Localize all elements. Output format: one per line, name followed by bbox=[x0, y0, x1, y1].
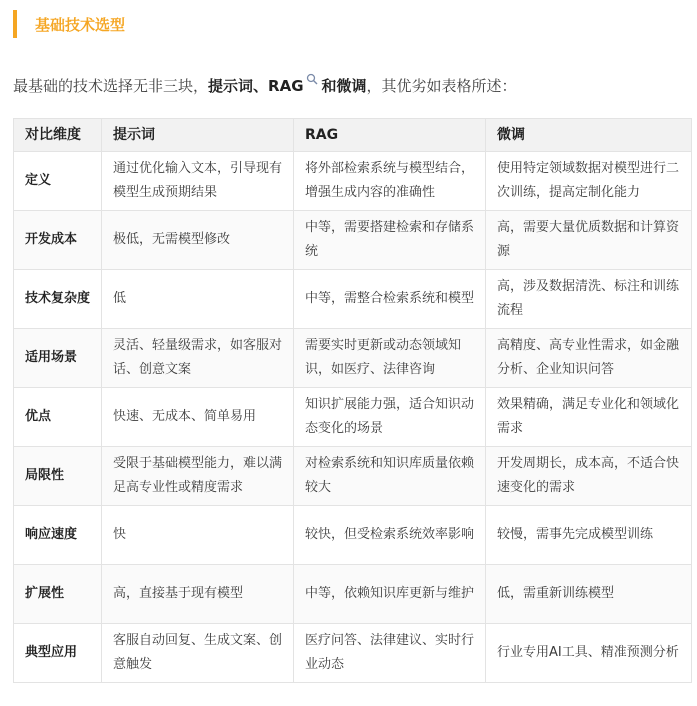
table-row bbox=[14, 447, 692, 506]
table-cell: 医疗问答、法律建议、实时行业动态 bbox=[294, 624, 486, 683]
search-icon[interactable] bbox=[306, 73, 318, 85]
table-cell: 客服自动回复、生成文案、创意触发 bbox=[102, 624, 294, 683]
intro-paragraph bbox=[13, 72, 693, 100]
header-row bbox=[14, 119, 692, 152]
table-cell: 高精度、高专业性需求，如金融分析、企业知识问答 bbox=[486, 329, 692, 388]
table-cell: 高，需要大量优质数据和计算资源 bbox=[486, 211, 692, 270]
intro-suffix: ，其优劣如表格所述： bbox=[366, 77, 517, 95]
table-row bbox=[14, 388, 692, 447]
intro-term-prompt: 提示词 bbox=[208, 77, 254, 95]
rag-link[interactable]: RAG bbox=[268, 77, 304, 95]
table-cell: 需要实时更新或动态领域知识，如医疗、法律咨询 bbox=[294, 329, 486, 388]
column-header: 对比维度 bbox=[14, 119, 102, 152]
table-row bbox=[14, 152, 692, 211]
table-cell: 高，直接基于现有模型 bbox=[102, 565, 294, 624]
row-dimension-cell: 技术复杂度 bbox=[14, 270, 102, 329]
table-header bbox=[14, 119, 692, 152]
row-dimension-cell: 局限性 bbox=[14, 447, 102, 506]
table-cell: 极低，无需模型修改 bbox=[102, 211, 294, 270]
row-dimension-cell: 响应速度 bbox=[14, 506, 102, 565]
table-row bbox=[14, 506, 692, 565]
table-row bbox=[14, 270, 692, 329]
table-cell: 灵活、轻量级需求，如客服对话、创意文案 bbox=[102, 329, 294, 388]
table-row bbox=[14, 565, 692, 624]
table-cell: 使用特定领域数据对模型进行二次训练，提高定制化能力 bbox=[486, 152, 692, 211]
intro-prefix: 最基础的技术选择无非三块， bbox=[13, 77, 209, 95]
table-cell: 中等，需要搭建检索和存储系统 bbox=[294, 211, 486, 270]
table-cell: 知识扩展能力强，适合知识动态变化的场景 bbox=[294, 388, 486, 447]
table-row bbox=[14, 211, 692, 270]
row-dimension-cell: 优点 bbox=[14, 388, 102, 447]
table-cell: 受限于基础模型能力，难以满足高专业性或精度需求 bbox=[102, 447, 294, 506]
intro-separator: 、 bbox=[253, 77, 269, 95]
row-dimension-cell: 扩展性 bbox=[14, 565, 102, 624]
table-cell: 快速、无成本、简单易用 bbox=[102, 388, 294, 447]
row-dimension-cell: 定义 bbox=[14, 152, 102, 211]
table-cell: 高，涉及数据清洗、标注和训练流程 bbox=[486, 270, 692, 329]
row-dimension-cell: 典型应用 bbox=[14, 624, 102, 683]
table-cell: 中等，依赖知识库更新与维护 bbox=[294, 565, 486, 624]
column-header: 提示词 bbox=[102, 119, 294, 152]
intro-term-finetune: 和微调 bbox=[321, 77, 367, 95]
table-cell: 行业专用AI工具、精准预测分析 bbox=[486, 624, 692, 683]
table-cell: 低 bbox=[102, 270, 294, 329]
row-dimension-cell: 开发成本 bbox=[14, 211, 102, 270]
column-header: RAG bbox=[294, 119, 486, 152]
row-dimension-cell: 适用场景 bbox=[14, 329, 102, 388]
table-cell: 开发周期长，成本高，不适合快速变化的需求 bbox=[486, 447, 692, 506]
column-header: 微调 bbox=[486, 119, 692, 152]
table-cell: 中等，需整合检索系统和模型 bbox=[294, 270, 486, 329]
table-cell: 较快，但受检索系统效率影响 bbox=[294, 506, 486, 565]
table-body bbox=[14, 152, 692, 683]
table-cell: 较慢，需事先完成模型训练 bbox=[486, 506, 692, 565]
table-cell: 对检索系统和知识库质量依赖较大 bbox=[294, 447, 486, 506]
table-row bbox=[14, 329, 692, 388]
section-heading-text: 基础技术选型 bbox=[35, 15, 126, 34]
table-cell: 效果精确，满足专业化和领域化需求 bbox=[486, 388, 692, 447]
table-cell: 低，需重新训练模型 bbox=[486, 565, 692, 624]
comparison-table bbox=[13, 118, 692, 683]
table-row bbox=[14, 624, 692, 683]
section-heading bbox=[13, 10, 125, 38]
table-cell: 将外部检索系统与模型结合，增强生成内容的准确性 bbox=[294, 152, 486, 211]
table-cell: 快 bbox=[102, 506, 294, 565]
table-cell: 通过优化输入文本，引导现有模型生成预期结果 bbox=[102, 152, 294, 211]
